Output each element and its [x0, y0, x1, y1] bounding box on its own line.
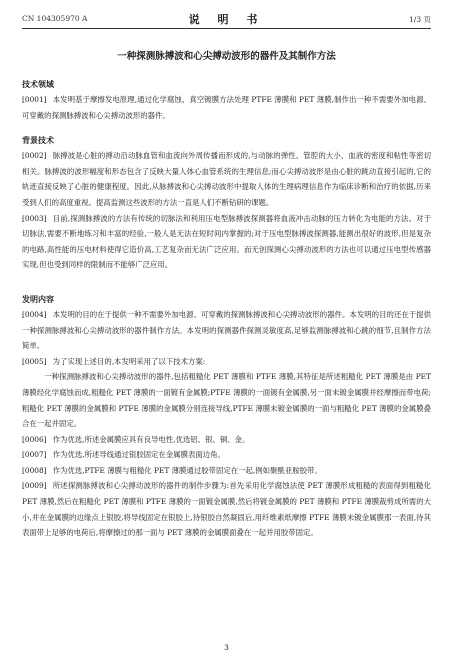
patent-number: CN 104305970 A [22, 14, 88, 23]
page-header [22, 11, 431, 27]
paragraph [22, 211, 431, 273]
paragraph-text: 脉搏波是心脏的搏动沿动脉血管和血流向外周传播而形成的,与动脉的弹性、管腔的大小、血液的密度和粘性等密切相关。脉搏波的波形幅度和形态包含了反映大量人体心血管系统的生理信息;而心尖搏动波形是由心脏的跳动直接引起的,它的轨迹直接反映了心脏的健康程度。因此,从脉搏波和心尖搏动波形中提取人体的生理病理信息作为临床诊断和治疗的依据,历来受到人们的高度重视。提高监测这些波形的方法一直是人们不断钻研的课题。 [22, 151, 431, 207]
paragraph-text: 一种探测脉搏波和心尖搏动波形的器件,包括粗糙化 PET 薄膜和 PTFE 薄膜,其特征是所述粗糙化 PET 薄膜是由 PET 薄膜经化学腐蚀而成,粗糙化 PET 薄膜的一面镀有金属膜;PTFE 薄膜的一面镀有金属膜,另一面未镀金属膜并经摩擦而带电荷;粗糙化 PET 薄膜的金属膜和 PTFE 薄膜的金属膜分别连接导线,PTFE 薄膜未镀金属膜的一面与粗糙化 PET 薄膜的金属膜叠合在一起并固定。 [22, 372, 431, 429]
paragraph-text: 本发明基于摩擦发电原理,通过化学腐蚀、真空镀膜方法处理 PTFE 薄膜和 PET 薄膜,制作出一种不需要外加电源、可穿戴的探测脉搏波和心尖搏动波形的器件。 [22, 95, 431, 120]
header-rule [22, 28, 431, 29]
paragraph [22, 478, 431, 540]
paragraph-text: 目前,探测脉搏波的方法有传统的切脉法和利用压电型脉搏波探测器将血液冲击动脉的压力转化为电能的方法。对于切脉法,需要不断地练习和丰富的经验,一般人是无法在短时间内掌握的;对于压电型脉搏波探测器,能测出很好的波形,但是复杂的电路,高性能的压电材料使得它造价高,工艺复杂而无法广泛应用。而无创探测心尖搏动波形的方法也可以通过压电型传感器实现,但也受到同样的限制而不能够广泛应用。 [22, 213, 431, 270]
section-heading-invention: 发明内容 [22, 294, 54, 304]
paragraph-number: [0008] [22, 465, 47, 475]
section-heading-tech-field: 技术领域 [22, 80, 54, 89]
paragraph-number: [0005] [22, 356, 47, 366]
paragraph-text: 作为优选,PTFE 薄膜与粗糙化 PET 薄膜通过胶带固定在一起,例如聚酰亚胺胶带。 [52, 465, 322, 475]
paragraph-number: [0004] [22, 309, 47, 319]
document-body [22, 78, 431, 541]
document-title: 一种探测脉搏波和心尖搏动波形的器件及其制作方法 [117, 51, 336, 62]
document-type: 说 明 书 [188, 13, 265, 26]
paragraph [22, 148, 431, 210]
paragraph-number: [0006] [22, 434, 47, 444]
paragraph [22, 354, 431, 370]
paragraph [22, 92, 431, 123]
paragraph-number: [0007] [22, 450, 47, 460]
paragraph [22, 307, 431, 354]
paragraph-text: 本发明的目的在于提供一种不需要外加电源、可穿戴的探测脉搏波和心尖搏动波形的器件。本发明的目的还在于提供一种探测脉搏波和心尖搏动波形的器件制作方法。本发明的探测器件探测灵敏度高,足够监测脉搏波和心跳的细节,且制作方法简单。 [22, 309, 431, 351]
paragraph [22, 463, 431, 479]
paragraph-text: 作为优选,所述金属膜应具有良导电性,优选铝、银、铜、金。 [52, 434, 250, 444]
paragraph-number: [0003] [22, 213, 47, 223]
page-number: 3 [224, 643, 229, 652]
paragraph-text: 作为优选,所述导线通过银胶固定在金属膜表面边角。 [52, 450, 225, 460]
section-heading-background: 背景技术 [22, 136, 54, 146]
paragraph [22, 432, 431, 448]
paragraph-number: [0001] [22, 95, 47, 104]
page-indicator: 1/3 页 [409, 15, 431, 24]
paragraph-number: [0009] [22, 481, 47, 491]
paragraph-number: [0002] [22, 151, 47, 161]
paragraph [22, 447, 431, 463]
paragraph [22, 369, 431, 431]
paragraph-text: 为了实现上述目的,本发明采用了以下技术方案: [52, 356, 206, 366]
paragraph-text: 所述探测脉搏波和心尖搏动波形的器件的制作步骤为:首先采用化学腐蚀法使 PET 薄膜形成粗糙的表面得到粗糙化 PET 薄膜,然后在粗糙化 PET 薄膜和 PTFE 薄膜的一面镀金属膜,然后将镀金属膜的 PET 薄膜和 PTFE 薄膜裁剪成所需的大小,并在金属膜的边缘点上银胶,将导线固定在银胶上,待银胶自然凝固后,用纤维素纸摩擦 PTFE 薄膜未镀金属膜那一表面,待其表面带上足够的电荷后,将摩擦过的那一面与 PET 薄膜的金属膜面叠在一起并用胶带固定。 [22, 481, 431, 538]
